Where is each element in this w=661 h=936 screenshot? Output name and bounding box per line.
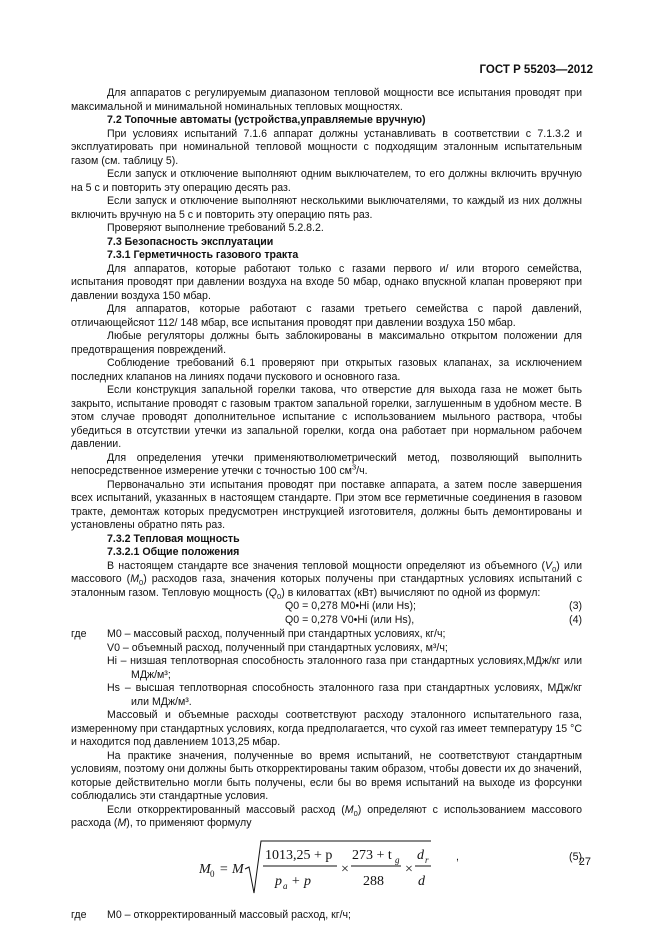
doc-code-header: ГОСТ Р 55203—2012 <box>479 64 593 76</box>
formula-text: Q0 = 0,278 V0•Hi (или Hs), <box>285 614 415 626</box>
definition-item: Hi – низшая теплотворная способность эталонного газа при стандартных условиях,МДж/кг или МДж/м³; <box>107 655 582 681</box>
formula-text: Q0 = 0,278 M0•Hi (или Hs); <box>285 600 416 612</box>
page-number: 27 <box>578 856 591 868</box>
paragraph: Для определения утечки применяютволюметрический метод, позволяющий выполнить непосредственное измерение утечки с точностью 100 $см^3/ч$. <box>71 451 582 477</box>
formula-number: (4) <box>569 614 582 626</box>
frac1-num: 1013,25 + p <box>265 847 333 863</box>
frac2-num: 273 + t <box>352 847 392 863</box>
formula-number: (3) <box>569 600 582 612</box>
paragraph: Для аппаратов, которые работают только с газами первого и/ или второго семейства, испытания проводят при давлении воздуха на входе 50 мбар, однако впускной клапан проверяют при давлении воздуха 150 мбар. <box>71 262 582 302</box>
paragraph: В настоящем стандарте все значения тепловой мощности определяют из объемного $(V_0)$ или массового $(M_0)$ расходов газа, значения которых получены при стандартных условиях испытаний с эталонным газом. Тепловую мощность $(Q_0)$ в киловаттах (кВт) вычисляют по одной из формул: <box>71 559 582 601</box>
formula-5-graphic <box>199 833 439 909</box>
definitions-block-2 <box>71 909 582 923</box>
section-heading-7-3-2: 7.3.2 Тепловая мощность <box>107 532 240 545</box>
paragraph: На практике значения, полученные во время испытаний, не соответствуют стандартным условиям, поэтому они должны быть откорректированы таким образом, чтобы довести их до значений, которые действительно могли быть получены, если бы во время испытаний на выходе из форсунки соблюдались эти стандартные условия. <box>71 749 582 802</box>
paragraph: Проверяют выполнение требований 5.2.8.2. <box>107 222 324 234</box>
frac2-den: 288 <box>363 873 384 889</box>
paragraph: Любые регуляторы должны быть заблокированы в максимально открытом положении для предотвращения повреждений. <box>71 330 582 356</box>
page-body <box>71 87 582 922</box>
formula-5 <box>71 833 582 909</box>
definition-item: M0 – откорректированный массовый расход, кг/ч; <box>107 908 351 921</box>
paragraph: Массовый и объемные расходы соответствуют расходу эталонного испытательного газа, измеренному при стандартных условиях, когда предполагается, что сухой газ имеет температуру 15 °С и находится под давлением 1013,25 мбар. <box>71 709 582 748</box>
definitions-block <box>71 628 582 709</box>
paragraph: Первоначально эти испытания проводят при поставке аппарата, а затем после завершения всех испытаний, указанных в настоящем стандарте. При этом все герметичные соединения в газовом тракте, демонтаж которых предусмотрен инструкцией изготовителя, должны быть демонтированы и установлены обратно пять раз. <box>71 478 582 531</box>
frac3-den: d <box>418 873 425 889</box>
section-heading-7-3: 7.3 Безопасность эксплуатации <box>107 235 274 248</box>
times-1: × <box>341 861 349 877</box>
frac3-num: d <box>417 847 424 863</box>
paragraph: Для аппаратов с регулируемым диапазоном тепловой мощности все испытания проводят при максимальной и минимальной номинальных тепловых мощностях. <box>71 87 582 113</box>
where-label: где <box>71 628 87 640</box>
frac1-den-sub: a <box>283 880 288 891</box>
formula-eq-m: = M <box>219 861 244 877</box>
paragraph: Если запуск и отключение выполняют одним выключателем, то его должны включить вручную на 5 с и повторить эту операцию десять раз. <box>71 168 582 194</box>
paragraph: Если конструкция запальной горелки такова, что отверстие для выхода газа не может быть закрыто, испытание проводят с газовым трактом запальной горелки, заглушенным в удобном месте. В этом случае проводят дополнительное испытание с использованием мыльного раствора, чтобы убедиться в отсутствии утечки из запальной горелки, когда она работает при нормальном рабочем давлении. <box>71 384 582 450</box>
paragraph: Для аппаратов, которые работают с газами третьего семейства с парой давлений, отличающейсяот 112/ 148 мбар, все испытания проводят при давлении воздуха 150 мбар. <box>71 303 582 329</box>
definition-item: M0 – массовый расход, полученный при стандартных условиях, кг/ч; <box>107 628 446 640</box>
frac3-num-sub: r <box>425 854 429 865</box>
formula-m0: M <box>199 861 211 877</box>
formula-m0-sub: 0 <box>210 868 215 879</box>
paragraph: При условиях испытаний 7.1.6 аппарат должны устанавливать в соответствии с 7.1.3.2 и эксплуатировать при номинальной тепловой мощности с подходящим эталонным испытательным газом (см. таблицу 5). <box>71 127 582 167</box>
formula-3 <box>71 600 582 614</box>
frac1-den-b: + p <box>291 873 311 889</box>
formula-comma: , <box>456 850 459 863</box>
formula-4 <box>71 614 582 628</box>
paragraph: Если запуск и отключение выполняют несколькими выключателями, то каждый из них должны включить вручную на 5 с и повторить эту операцию пять раз. <box>71 195 582 221</box>
frac1-den: p <box>275 873 282 889</box>
definition-item: Hs – высшая теплотворная способность эталонного газа при стандартных условиях, МДж/кг или МДж/м³. <box>107 682 582 708</box>
times-2: × <box>405 861 413 877</box>
definition-item: V0 – объемный расход, полученный при стандартных условиях, м³/ч; <box>107 641 448 654</box>
frac2-num-sub: g <box>395 854 400 865</box>
section-heading-7-3-1: 7.3.1 Герметичность газового тракта <box>107 249 299 261</box>
section-heading-7-3-2-1: 7.3.2.1 Общие положения <box>107 546 240 558</box>
formula-number: (5) <box>569 850 582 863</box>
section-heading-7-2: 7.2 Топочные автоматы (устройства,управляемые вручную) <box>107 114 426 126</box>
paragraph: Соблюдение требований 6.1 проверяют при открытых газовых клапанах, за исключением последних клапанов на линиях подачи пускового и основного газа. <box>71 357 582 383</box>
paragraph: Если откорректированный массовый расход $(M_0)$ определяют с использованием массового расхода (M), то применяют формулу <box>71 803 582 829</box>
where-label: где <box>71 908 87 921</box>
